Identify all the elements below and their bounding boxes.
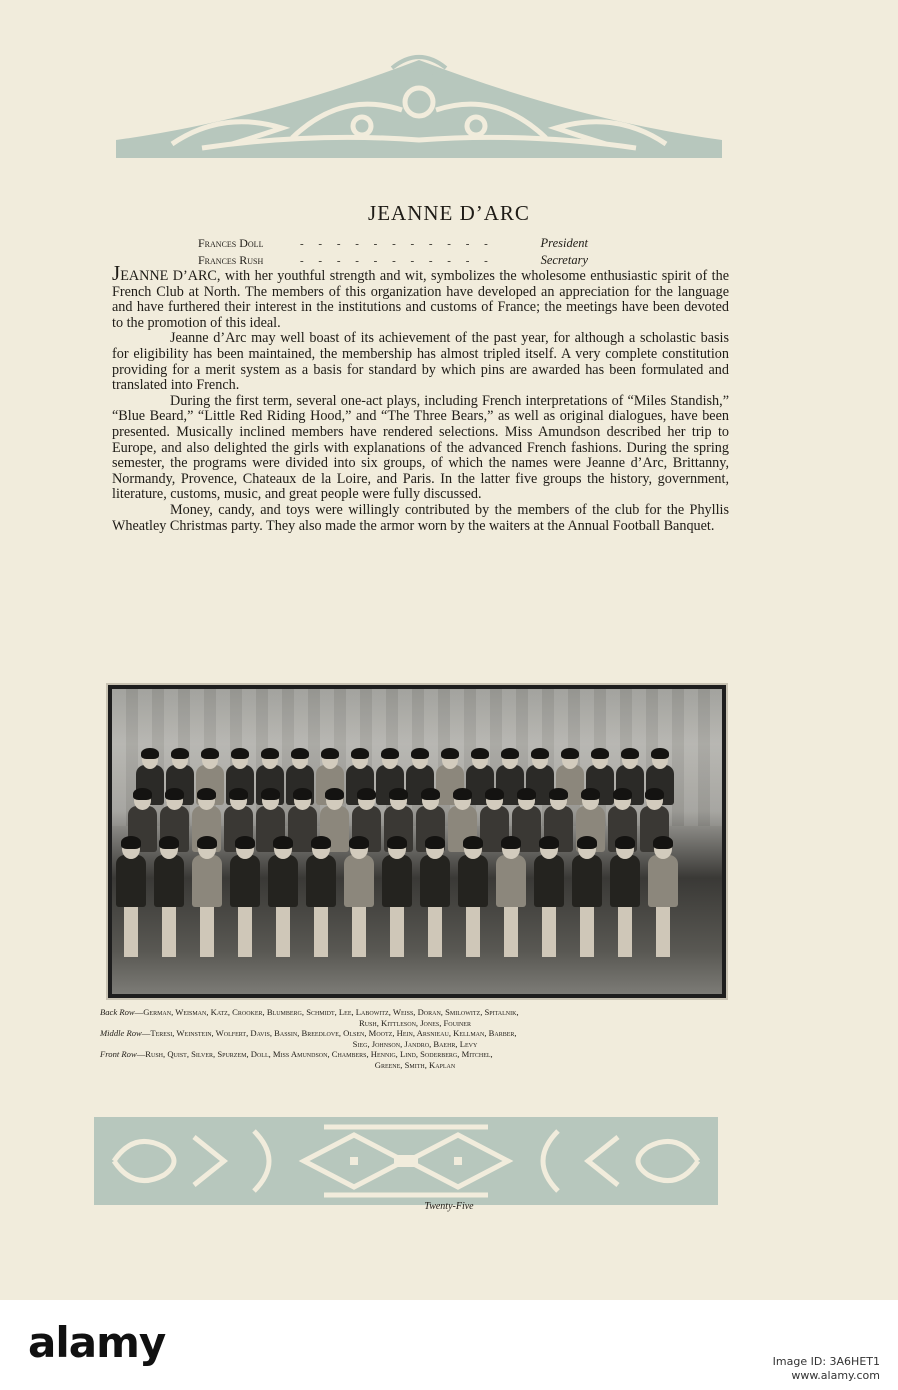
paragraph xyxy=(112,261,729,331)
paragraph: During the first term, several one-act plays, including French interpretations of “Miles Standish,” “Blue Beard,” “Little Red Riding Hood,” and “The Three Bears,” as well as original dialogues, have been presented. Musically inclined members have rendered selections. Miss Amundson described her trip to Europe, and also delighted the girls with explanations of the advanced French fashions. During the spring semester, the programs were divided into six groups, of which the names were Jeanne d’Arc, Brittanny, Normandy, Provence, Chateaux de la Loire, and Paris. In the latter five groups the history, government, literature, customs, music, and great people were fully discussed. xyxy=(112,392,729,503)
officers-list xyxy=(198,236,588,270)
leader-dots: - - - - - - - - - - - xyxy=(300,255,494,267)
row-names: German, Weisman, Katz, Crooker, Blumberg, Schmidt, Lee, Labowitz, Weiss, Doran, Smilowitz, Spitalnik, xyxy=(143,1007,519,1017)
row-names: Teresi, Weinstein, Wolfert, Davis, Bassin, Breedlove, Olsen, Mootz, Hein, Arsnieau, Kellman, Barber, xyxy=(150,1028,517,1039)
officer-role: Secretary xyxy=(540,253,588,267)
drop-cap: J xyxy=(112,261,121,285)
photo-caption xyxy=(100,1007,730,1071)
paragraph: Money, candy, and toys were willingly contributed by the members of the club for the Phyllis Wheatley Christmas party. They also made the armor worn by the waiters at the Annual Football Banquet. xyxy=(112,501,729,534)
top-ornament xyxy=(112,50,726,178)
paragraph: Jeanne d’Arc may well boast of its achievement of the past year, for although a scholastic basis for eligibility has been maintained, the membership has almost tripled itself. A very complete constitution providing for a merit system as a basis for standard by which pins are awarded has been formulated and translated into French. xyxy=(112,330,729,394)
row-names-continued: Greene, Smith, Kaplan xyxy=(374,1059,456,1070)
stock-logo: alamy xyxy=(28,1318,166,1367)
leader-dots: - - - - - - - - - - - xyxy=(300,238,494,250)
row-label: Middle Row xyxy=(100,1028,142,1039)
officer-row xyxy=(198,236,588,253)
officer-role: President xyxy=(540,236,588,250)
group-photo xyxy=(106,683,728,1000)
row-label: Back Row xyxy=(100,1007,135,1017)
row-label: Front Row xyxy=(100,1049,137,1060)
group-photo-image xyxy=(112,689,722,994)
article-body xyxy=(112,261,729,534)
officer-name: Frances Rush xyxy=(198,253,264,267)
row-names-continued: Sieg, Johnson, Jandro, Baehr, Levy xyxy=(352,1038,478,1049)
row-names-continued: Rush, Kittleson, Jones, Fouiner xyxy=(359,1017,471,1028)
caption-back-row: Back Row—German, Weisman, Katz, Crooker, Blumberg, Schmidt, Lee, Labowitz, Weiss, Doran, Smilowitz, Spitalnik, xyxy=(100,1007,519,1017)
row-names: Rush, Quist, Silver, Spurzem, Doll, Miss Amundson, Chambers, Hennig, Lind, Soderberg, Mitchel, xyxy=(145,1049,493,1060)
officer-name: Frances Doll xyxy=(198,236,264,250)
site-url: www.alamy.com xyxy=(791,1369,880,1382)
page-number: Twenty-Five xyxy=(424,1201,474,1212)
caption-middle-row: Middle Row—Teresi, Weinstein, Wolfert, Davis, Bassin, Breedlove, Olsen, Mootz, Hein, Arsnieau, Kellman, Barber, xyxy=(100,1028,517,1039)
club-title: JEANNE D’ARC xyxy=(368,201,530,225)
paragraph-text: EANNE D’ARC, with her youthful strength and wit, symbolizes the wholesome enthusiastic spirit of the French Club at North. The members of this organization have developed an appreciation for the language and have furthered their interest in the institutions and customs of France; the meetings have been devoted to the promotion of this ideal. xyxy=(112,268,729,331)
image-id: Image ID: 3A6HET1 xyxy=(772,1355,880,1368)
bottom-ornament xyxy=(94,1117,718,1205)
caption-front-row: Front Row—Rush, Quist, Silver, Spurzem, Doll, Miss Amundson, Chambers, Hennig, Lind, Soderberg, Mitchel, xyxy=(100,1049,493,1060)
image-meta xyxy=(773,1355,880,1383)
